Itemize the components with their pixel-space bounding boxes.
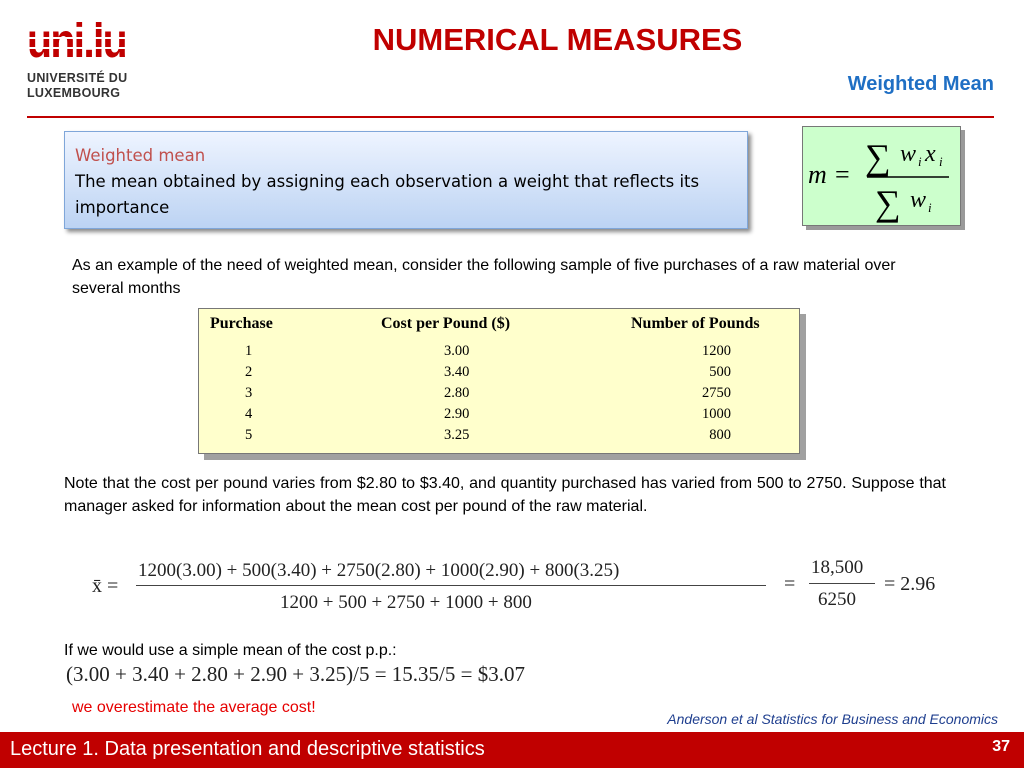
weighted-calc-frac-bar bbox=[809, 583, 875, 584]
purchase-table bbox=[198, 308, 800, 454]
weighted-calc-result: = 2.96 bbox=[884, 573, 936, 595]
table-cell-purchase: 2 bbox=[245, 364, 253, 380]
table-header-pounds: Number of Pounds bbox=[631, 315, 760, 332]
weighted-calc-equals: = bbox=[784, 573, 796, 595]
logo-line-2: LUXEMBOURG bbox=[27, 86, 121, 100]
formula-num-x: x bbox=[925, 141, 936, 167]
header-divider bbox=[27, 116, 994, 118]
formula-lhs: m bbox=[808, 160, 827, 189]
logo-text bbox=[27, 71, 127, 101]
table-cell-pounds: 2750 bbox=[702, 385, 731, 401]
table-header-cost: Cost per Pound ($) bbox=[381, 315, 511, 332]
formula-box bbox=[802, 126, 961, 226]
formula-equals: = bbox=[835, 160, 850, 189]
formula-num-x-sub: i bbox=[939, 154, 943, 169]
table-cell-cost: 3.40 bbox=[444, 364, 470, 380]
table-cell-pounds: 1000 bbox=[702, 406, 731, 422]
university-logo bbox=[27, 13, 127, 67]
simple-mean-calc: (3.00 + 3.40 + 2.80 + 2.90 + 3.25)/5 = 15.35/5 = $3.07 bbox=[66, 662, 525, 686]
conclusion-text: we overestimate the average cost! bbox=[72, 699, 316, 716]
table-cell-pounds: 500 bbox=[709, 364, 731, 380]
logo-mark-text: uni.lu bbox=[27, 15, 126, 68]
source-citation: Anderson et al Statistics for Business and Economics bbox=[667, 711, 998, 727]
table-header-purchase: Purchase bbox=[210, 315, 273, 332]
table-cell-purchase: 4 bbox=[245, 406, 253, 422]
weighted-calc-frac-den: 6250 bbox=[818, 589, 856, 610]
weighted-calc-lhs: x̄ = bbox=[92, 575, 119, 597]
weighted-calc-numerator: 1200(3.00) + 500(3.40) + 2750(2.80) + 1000(2.90) + 800(3.25) bbox=[138, 560, 620, 581]
simple-mean-label: If we would use a simple mean of the cost p.p.: bbox=[64, 642, 397, 659]
table-cell-purchase: 3 bbox=[245, 385, 253, 401]
formula-num-w-sub: i bbox=[918, 154, 922, 169]
formula-sum-numerator: ∑ bbox=[865, 137, 891, 177]
weighted-calc-fraction-bar bbox=[136, 585, 766, 586]
formula-den-w: w bbox=[910, 187, 927, 213]
table-cell-pounds: 800 bbox=[709, 427, 731, 443]
formula-num-w: w bbox=[900, 141, 917, 167]
footer-title: Lecture 1. Data presentation and descriptive statistics bbox=[10, 738, 485, 760]
definition-term: Weighted mean bbox=[75, 146, 206, 165]
slide-title: NUMERICAL MEASURES bbox=[372, 22, 743, 57]
formula-sum-denominator: ∑ bbox=[875, 183, 901, 223]
logo-line-1: UNIVERSITÉ DU bbox=[27, 71, 128, 85]
table-cell-cost: 2.90 bbox=[444, 406, 470, 422]
definition-text: The mean obtained by assigning each observation a weight that reflects its importance bbox=[75, 172, 700, 217]
weighted-calc-denominator: 1200 + 500 + 2750 + 1000 + 800 bbox=[280, 592, 532, 613]
weighted-calc-frac-num: 18,500 bbox=[811, 557, 864, 578]
intro-paragraph: As an example of the need of weighted mean, consider the following sample of five purchases of a raw material over several months bbox=[72, 257, 896, 297]
table-cell-cost: 3.25 bbox=[444, 427, 470, 443]
note-paragraph: Note that the cost per pound varies from $2.80 to $3.40, and quantity purchased has varied from 500 to 2750. Suppose that manager asked for information about the mean cost per pound of the raw material. bbox=[64, 475, 946, 515]
table-cell-pounds: 1200 bbox=[702, 343, 731, 359]
slide-subtitle: Weighted Mean bbox=[847, 73, 994, 95]
formula-den-w-sub: i bbox=[928, 200, 932, 215]
page-number: 37 bbox=[992, 738, 1010, 755]
table-cell-purchase: 1 bbox=[245, 343, 253, 359]
definition-box bbox=[64, 131, 748, 229]
table-cell-purchase: 5 bbox=[245, 427, 253, 443]
table-cell-cost: 3.00 bbox=[444, 343, 470, 359]
table-cell-cost: 2.80 bbox=[444, 385, 470, 401]
